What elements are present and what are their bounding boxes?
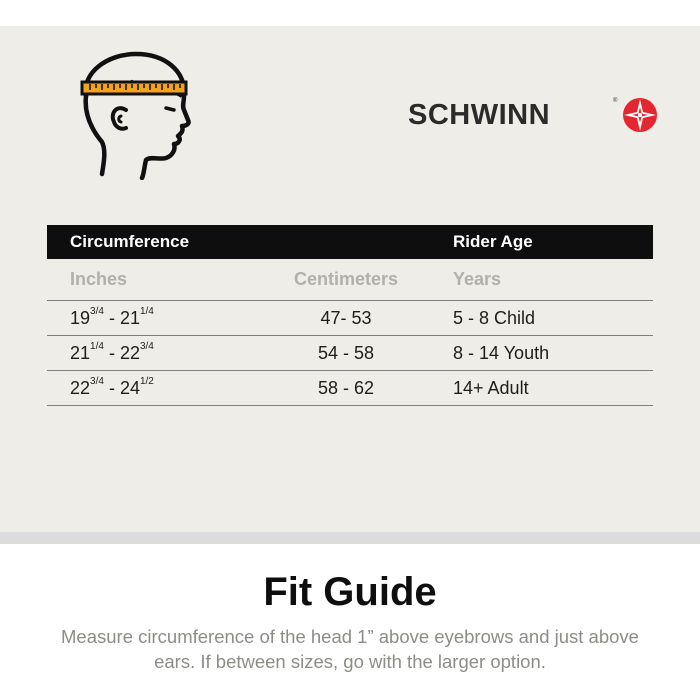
table-units-row [47,259,653,301]
age-cell: 8 - 14 Youth [430,336,653,371]
inches-cell: $21^{1/4} - 22^{3/4}$ [47,336,262,371]
schwinn-logo [408,96,658,134]
header-circumference: Circumference [47,225,262,259]
table-row [47,371,653,406]
panel-divider [0,532,700,544]
table-header-row [47,225,653,259]
age-cell: 5 - 8 Child [430,301,653,336]
inches-cell: $22^{3/4} - 24^{1/2}$ [47,371,262,406]
size-table [47,225,653,406]
head-measure-icon [74,50,194,180]
cm-cell: 47- 53 [262,301,430,336]
header-rider-age: Rider Age [430,225,653,259]
compass-star-icon [622,97,658,133]
header-blank [262,225,430,259]
fit-guide-description: Measure circumference of the head 1” above eyebrows and just above ears. If between sizes, go with the larger option. [61,626,639,672]
fit-guide-title: Fit Guide [263,570,437,614]
age-cell: 14+ Adult [430,371,653,406]
cm-cell: 54 - 58 [262,336,430,371]
unit-centimeters: Centimeters [262,259,430,301]
table-row [47,336,653,371]
logo-wordmark: SCHWINN [408,99,551,131]
trademark-symbol: ® [613,98,618,104]
unit-years: Years [430,259,653,301]
unit-inches: Inches [47,259,262,301]
cm-cell: 58 - 62 [262,371,430,406]
table-row [47,301,653,336]
inches-cell: $19^{3/4} - 21^{1/4}$ [47,301,262,336]
